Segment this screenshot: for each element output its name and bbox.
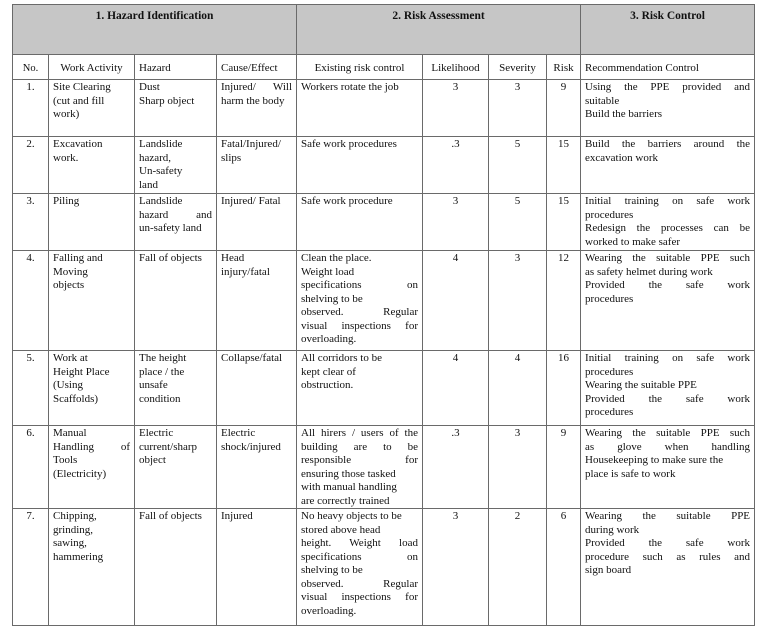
cell-cause-effect (217, 351, 297, 426)
cell-line: Provided the safe work (585, 392, 751, 405)
cell-likelihood: 3 (423, 509, 489, 626)
cell-line: overloading. (301, 604, 357, 617)
cell-line: Electric (139, 427, 174, 439)
cell-likelihood: 3 (423, 194, 489, 251)
cell-no: 2. (13, 137, 49, 194)
cell-line: procedures (585, 208, 634, 221)
cell-line: Housekeeping to make sure the (585, 454, 724, 466)
cell-line: specifications on (301, 279, 418, 291)
cell-hazard (135, 509, 217, 626)
cell-line: observed. Regular (301, 306, 418, 318)
cell-no: 1. (13, 80, 49, 137)
cell-line: Height Place (53, 365, 110, 378)
cell-line: Fall of objects (139, 252, 202, 264)
cell-line: No heavy objects to be (301, 510, 402, 522)
cell-line: harm the body (221, 94, 285, 107)
cell-line: with manual handling (301, 481, 397, 493)
cell-line: Sharp object (139, 94, 195, 107)
cell-line: Un-safety (139, 165, 183, 177)
cell-line: (Using (53, 379, 83, 391)
cell-line: current/sharp (139, 440, 198, 453)
cell-recommendation (581, 80, 755, 137)
cell-line: height. Weight load (301, 537, 418, 549)
col-header-existing-risk-control: Existing risk control (297, 55, 423, 80)
cell-line: visual inspections for (301, 591, 418, 603)
cell-cause-effect (217, 194, 297, 251)
cell-line: Landslide (139, 195, 183, 207)
column-header-row (13, 55, 755, 80)
cell-line: Head (221, 252, 245, 264)
section-hazard-identification: 1. Hazard Identification (13, 5, 297, 55)
cell-line: Wearing the suitable PPE such (585, 427, 751, 439)
cell-line: overloading. (301, 333, 357, 345)
col-header-no: No. (13, 55, 49, 80)
cell-hazard (135, 351, 217, 426)
col-header-severity: Severity (489, 55, 547, 80)
cell-line: un-safety land (139, 222, 202, 234)
cell-line: grinding, (53, 523, 94, 536)
cell-line: visual inspections for (301, 319, 418, 332)
cell-line: hazard, (139, 151, 172, 164)
cell-existing-control (297, 137, 423, 194)
cell-line: slips (221, 151, 242, 164)
section-header-row (13, 5, 755, 55)
cell-existing-control (297, 509, 423, 626)
cell-no: 6. (13, 426, 49, 509)
col-header-cause-effect: Cause/Effect (217, 55, 297, 80)
cell-line: Dust (139, 81, 160, 93)
cell-line: specifications on (301, 550, 418, 563)
cell-line: Scaffolds) (53, 392, 99, 405)
cell-line: work) (53, 108, 80, 120)
cell-likelihood: 4 (423, 251, 489, 351)
col-header-likelihood: Likelihood (423, 55, 489, 80)
col-header-work-activity: Work Activity (49, 55, 135, 80)
cell-line: Collapse/fatal (221, 352, 283, 364)
cell-recommendation (581, 251, 755, 351)
cell-cause-effect (217, 80, 297, 137)
cell-line: Falling and (53, 252, 103, 264)
cell-line: as safety helmet during work (585, 265, 713, 278)
cell-line: shock/injured (221, 440, 281, 453)
cell-line: work. (53, 151, 79, 164)
cell-line: worked to make safer (585, 235, 681, 248)
cell-cause-effect (217, 137, 297, 194)
cell-line: Fatal/Injured/ (221, 138, 281, 150)
cell-work-activity (49, 137, 135, 194)
cell-line: Build the barriers around the (585, 138, 751, 150)
cell-line: Initial training on safe work (585, 195, 751, 207)
cell-severity: 4 (489, 351, 547, 426)
cell-hazard (135, 194, 217, 251)
cell-line: Manual (53, 427, 87, 439)
cell-line: during work (585, 523, 640, 536)
table-row (13, 80, 755, 137)
cell-no: 5. (13, 351, 49, 426)
cell-risk: 9 (547, 426, 581, 509)
cell-cause-effect (217, 509, 297, 626)
cell-hazard (135, 80, 217, 137)
table-row (13, 251, 755, 351)
cell-work-activity (49, 351, 135, 426)
cell-line: object (139, 454, 166, 466)
cell-line: procedure such as rules and (585, 550, 751, 563)
cell-line: procedures (585, 292, 634, 305)
cell-risk: 6 (547, 509, 581, 626)
cell-existing-control (297, 194, 423, 251)
cell-line: kept clear of (301, 365, 356, 378)
cell-line: procedures (585, 406, 634, 418)
cell-line: stored above head (301, 523, 381, 536)
cell-recommendation (581, 426, 755, 509)
cell-work-activity (49, 80, 135, 137)
cell-line: procedures (585, 365, 634, 378)
col-header-recommendation-control: Recommendation Control (581, 55, 755, 80)
table-row (13, 137, 755, 194)
cell-cause-effect (217, 426, 297, 509)
cell-existing-control (297, 426, 423, 509)
cell-no: 3. (13, 194, 49, 251)
cell-risk: 9 (547, 80, 581, 137)
cell-likelihood: 3 (423, 80, 489, 137)
cell-line: Moving (53, 265, 88, 278)
cell-line: Injured/ Will (221, 81, 292, 93)
table-row (13, 351, 755, 426)
col-header-risk: Risk (547, 55, 581, 80)
section-risk-assessment: 2. Risk Assessment (297, 5, 581, 55)
cell-line: ensuring those tasked (301, 467, 396, 480)
cell-line: Electric (221, 427, 256, 439)
col-header-hazard: Hazard (135, 55, 217, 80)
cell-line: objects (53, 279, 85, 291)
cell-recommendation (581, 137, 755, 194)
cell-work-activity (49, 194, 135, 251)
cell-line: Clean the place. (301, 252, 372, 264)
cell-line: place / the (139, 365, 185, 378)
cell-line: shelving to be (301, 292, 363, 305)
cell-risk: 12 (547, 251, 581, 351)
cell-line: injury/fatal (221, 265, 270, 278)
cell-line: Wearing the suitable PPE such (585, 252, 751, 264)
cell-line: Redesign the processes can be (585, 222, 751, 234)
cell-line: Workers rotate the job (301, 81, 399, 93)
cell-line: hazard and (139, 208, 212, 221)
cell-existing-control (297, 251, 423, 351)
cell-line: hammering (53, 550, 104, 563)
cell-line: Using the PPE provided and (585, 81, 751, 93)
cell-line: All corridors to be (301, 352, 382, 364)
cell-line: shelving to be (301, 564, 363, 576)
cell-line: as glove when handling (585, 440, 751, 453)
cell-line: excavation work (585, 151, 659, 164)
cell-line: Safe work procedures (301, 138, 397, 150)
cell-line: condition (139, 392, 181, 405)
cell-line: Build the barriers (585, 108, 663, 120)
cell-cause-effect (217, 251, 297, 351)
cell-line: (cut and fill (53, 94, 105, 107)
cell-line: Landslide (139, 138, 183, 150)
cell-severity: 5 (489, 137, 547, 194)
cell-line: land (139, 178, 158, 191)
cell-hazard (135, 251, 217, 351)
cell-severity: 3 (489, 426, 547, 509)
cell-line: Work at (53, 352, 88, 364)
cell-likelihood: .3 (423, 137, 489, 194)
cell-line: Handling of (53, 440, 130, 453)
cell-line: Wearing the suitable PPE (585, 510, 751, 522)
cell-severity: 3 (489, 80, 547, 137)
cell-line: responsible for (301, 454, 418, 466)
cell-no: 4. (13, 251, 49, 351)
cell-severity: 2 (489, 509, 547, 626)
table-row (13, 194, 755, 251)
cell-line: Injured (221, 510, 253, 522)
hirarc-table (12, 4, 755, 626)
cell-line: Initial training on safe work (585, 352, 751, 364)
cell-risk: 15 (547, 194, 581, 251)
cell-risk: 16 (547, 351, 581, 426)
table-body (13, 80, 755, 626)
cell-line: Weight load (301, 265, 355, 278)
cell-line: Chipping, (53, 510, 97, 522)
cell-hazard (135, 426, 217, 509)
cell-work-activity (49, 509, 135, 626)
cell-line: Site Clearing (53, 81, 111, 93)
cell-line: Piling (53, 195, 80, 207)
cell-no: 7. (13, 509, 49, 626)
cell-existing-control (297, 351, 423, 426)
cell-line: place is safe to work (585, 467, 676, 480)
cell-likelihood: 4 (423, 351, 489, 426)
cell-existing-control (297, 80, 423, 137)
cell-line: Provided the safe work (585, 279, 751, 291)
cell-line: The height (139, 352, 187, 364)
section-risk-control: 3. Risk Control (581, 5, 755, 55)
cell-line: Provided the safe work (585, 537, 751, 549)
cell-line: observed. Regular (301, 577, 418, 590)
cell-work-activity (49, 426, 135, 509)
cell-recommendation (581, 351, 755, 426)
cell-line: Fall of objects (139, 510, 202, 522)
cell-line: (Electricity) (53, 467, 107, 480)
cell-hazard (135, 137, 217, 194)
cell-line: Excavation (53, 138, 103, 150)
cell-line: Safe work procedure (301, 195, 393, 207)
cell-recommendation (581, 194, 755, 251)
cell-line: obstruction. (301, 379, 354, 391)
cell-line: are correctly trained (301, 494, 390, 507)
cell-severity: 3 (489, 251, 547, 351)
table-row (13, 426, 755, 509)
cell-severity: 5 (489, 194, 547, 251)
cell-work-activity (49, 251, 135, 351)
cell-line: Injured/ Fatal (221, 195, 281, 207)
cell-line: building are to be (301, 440, 418, 453)
cell-line: sign board (585, 564, 632, 576)
cell-line: unsafe (139, 379, 168, 391)
cell-line: Tools (53, 454, 78, 466)
cell-likelihood: .3 (423, 426, 489, 509)
cell-line: All hirers / users of the (301, 427, 418, 439)
cell-line: Wearing the suitable PPE (585, 379, 697, 391)
cell-recommendation (581, 509, 755, 626)
cell-line: sawing, (53, 537, 87, 549)
cell-risk: 15 (547, 137, 581, 194)
cell-line: suitable (585, 94, 620, 107)
table-row (13, 509, 755, 626)
